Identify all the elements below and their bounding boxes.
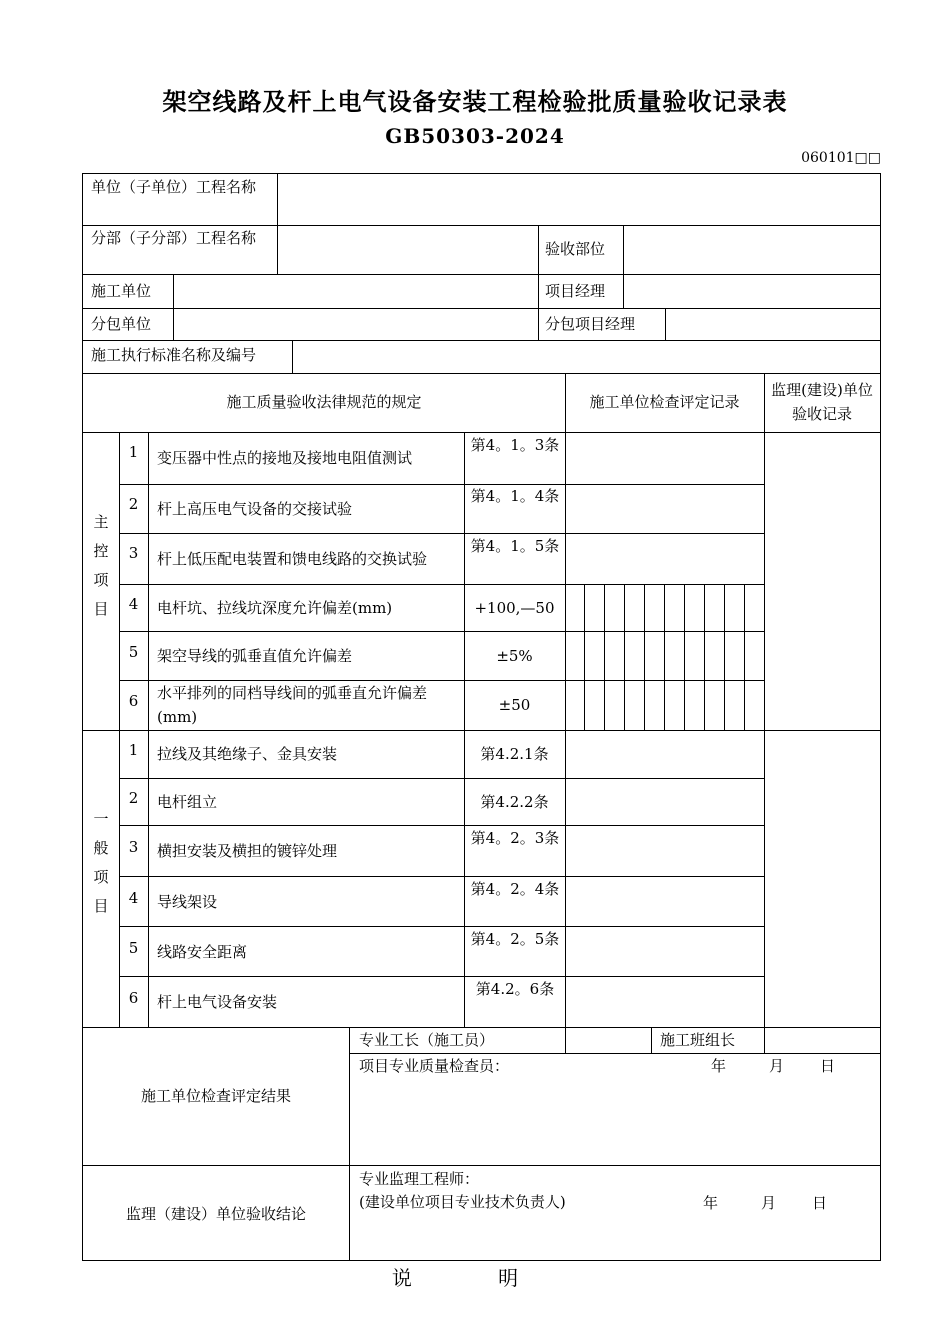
sub-project-manager-label: 分包项目经理: [545, 315, 636, 333]
main-item-5-no: 5: [128, 643, 139, 661]
main-item-5-clause: ±5%: [496, 647, 533, 665]
project-manager-label: 项目经理: [545, 282, 606, 300]
standard-name-label: 施工执行标准名称及编号: [91, 346, 257, 364]
general-item-4-desc: 导线架设: [157, 893, 218, 911]
quality-inspector-label: 项目专业质量检查员：: [359, 1057, 510, 1075]
general-items-label: 一般项目: [93, 810, 109, 915]
subcontractor-label: 分包单位: [91, 315, 152, 333]
main-item-3-no: 3: [128, 544, 139, 562]
contractor-record-column-header: 施工单位检查评定记录: [589, 393, 740, 411]
general-item-2-clause: 第4.2.2条: [480, 793, 549, 811]
main-items-label: 主控项目: [93, 513, 109, 618]
main-item-4-clause: +100,—50: [474, 599, 555, 617]
result-month-label: 月: [769, 1057, 785, 1075]
conclusion-month-label: 月: [761, 1194, 777, 1212]
main-item-2-no: 2: [128, 495, 139, 513]
general-item-6-no: 6: [128, 989, 139, 1007]
subproject-name-label: 分部（子分部）工程名称: [91, 229, 257, 247]
main-item-4-no: 4: [128, 595, 139, 613]
supervisor-conclusion-label: 监理（建设）单位验收结论: [125, 1205, 306, 1223]
general-item-1-no: 1: [128, 741, 139, 759]
general-item-3-clause: 第4。2。3条: [470, 829, 560, 847]
team-leader-label: 施工班组长: [660, 1031, 736, 1049]
footer-heading: 说 明: [391, 1266, 559, 1290]
inspection-part-label: 验收部位: [545, 240, 606, 258]
main-item-1-no: 1: [128, 443, 139, 461]
general-item-2-no: 2: [128, 789, 139, 807]
general-item-4-clause: 第4。2。4条: [470, 880, 560, 898]
general-item-1-desc: 拉线及其绝缘子、金具安装: [157, 745, 338, 763]
conclusion-day-label: 日: [812, 1194, 828, 1212]
main-item-3-desc: 杆上低压配电装置和馈电线路的交换试验: [157, 550, 428, 568]
standard-code: GB50303-2024: [385, 124, 565, 148]
project-name-label: 单位（子单位）工程名称: [91, 178, 257, 196]
main-item-2-clause: 第4。1。4条: [470, 487, 560, 505]
contractor-result-label: 施工单位检查评定结果: [140, 1087, 291, 1105]
main-item-6-desc: 水平排列的同档导线间的弧垂直允许偏差(mm): [157, 684, 428, 726]
result-year-label: 年: [711, 1057, 727, 1075]
foreman-label: 专业工长（施工员）: [359, 1031, 495, 1049]
general-item-6-desc: 杆上电气设备安装: [157, 993, 278, 1011]
supervisor-record-column-header: 监理(建设)单位验收记录: [771, 381, 873, 423]
owner-technical-lead-label: (建设单位项目专业技术负责人): [359, 1193, 566, 1211]
regulation-column-header: 施工质量验收法律规范的规定: [226, 393, 422, 411]
general-item-5-clause: 第4。2。5条: [470, 930, 560, 948]
main-item-1-clause: 第4。1。3条: [470, 436, 560, 454]
general-item-2-desc: 电杆组立: [157, 793, 218, 811]
main-item-1-desc: 变压器中性点的接地及接地电阻值测试: [157, 449, 413, 467]
main-item-2-desc: 杆上高压电气设备的交接试验: [157, 500, 353, 518]
general-item-6-clause: 第4.2。6条: [475, 980, 555, 998]
result-day-label: 日: [820, 1057, 836, 1075]
general-item-1-clause: 第4.2.1条: [480, 745, 549, 763]
main-item-6-clause: ±50: [498, 696, 531, 714]
main-item-6-no: 6: [128, 692, 139, 710]
main-item-4-desc: 电杆坑、拉线坑深度允许偏差(mm): [157, 599, 393, 617]
general-item-3-desc: 横担安装及横担的镀锌处理: [157, 842, 338, 860]
contractor-label: 施工单位: [91, 282, 152, 300]
form-code: 060101□□: [801, 150, 881, 166]
main-item-5-desc: 架空导线的弧垂直值允许偏差: [157, 647, 353, 665]
document-title: 架空线路及杆上电气设备安装工程检验批质量验收记录表: [162, 87, 788, 116]
general-item-3-no: 3: [128, 838, 139, 856]
general-item-5-no: 5: [128, 939, 139, 957]
conclusion-year-label: 年: [703, 1194, 719, 1212]
main-item-3-clause: 第4。1。5条: [470, 537, 560, 555]
general-item-4-no: 4: [128, 889, 139, 907]
general-item-5-desc: 线路安全距离: [157, 943, 248, 961]
inspection-form: [82, 173, 881, 1261]
supervising-engineer-label: 专业监理工程师：: [359, 1170, 480, 1188]
